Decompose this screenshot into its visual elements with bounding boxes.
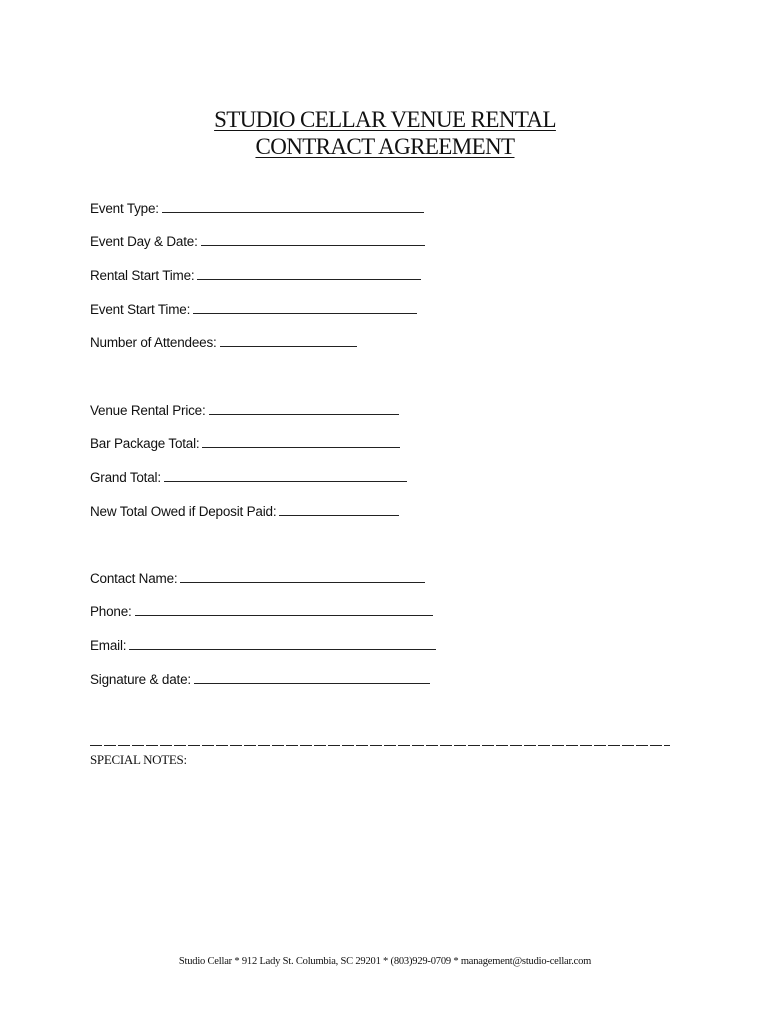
special-notes-divider — [90, 745, 670, 746]
field-label: Contact Name: — [90, 571, 178, 586]
event-day-date-blank[interactable] — [201, 233, 425, 246]
field-bar-package-total — [90, 435, 400, 451]
field-phone — [90, 603, 433, 619]
field-venue-rental-price — [90, 402, 399, 418]
field-label: Signature & date: — [90, 672, 191, 687]
special-notes-label: SPECIAL NOTES: — [90, 752, 187, 767]
field-label: Event Type: — [90, 201, 159, 216]
rental-start-time-blank[interactable] — [197, 267, 421, 280]
new-total-owed-blank[interactable] — [279, 503, 399, 516]
field-rental-start-time — [90, 267, 421, 283]
footer-contact-info: Studio Cellar * 912 Lady St. Columbia, SC 29201 * (803)929-0709 * management@studio-cellar.com — [178, 956, 592, 967]
email-blank[interactable] — [129, 637, 436, 650]
field-label: Venue Rental Price: — [90, 403, 206, 418]
field-event-start-time — [90, 301, 417, 317]
document-title — [0, 106, 770, 160]
field-label: New Total Owed if Deposit Paid: — [90, 504, 277, 519]
phone-blank[interactable] — [135, 603, 433, 616]
venue-rental-price-blank[interactable] — [209, 402, 399, 415]
title-line-2: CONTRACT AGREEMENT — [255, 134, 515, 159]
field-label: Number of Attendees: — [90, 335, 217, 350]
field-grand-total — [90, 469, 407, 485]
event-start-time-blank[interactable] — [193, 301, 417, 314]
field-signature-date — [90, 671, 430, 687]
event-type-blank[interactable] — [162, 200, 424, 213]
field-label: Event Start Time: — [90, 302, 191, 317]
field-label: Email: — [90, 638, 127, 653]
field-event-type — [90, 200, 424, 216]
field-label: Bar Package Total: — [90, 436, 200, 451]
field-label: Grand Total: — [90, 470, 161, 485]
field-label: Event Day & Date: — [90, 234, 198, 249]
number-of-attendees-blank[interactable] — [220, 334, 357, 347]
signature-date-blank[interactable] — [194, 671, 430, 684]
field-number-of-attendees — [90, 334, 357, 350]
field-email — [90, 637, 436, 653]
bar-package-total-blank[interactable] — [202, 435, 400, 448]
field-contact-name — [90, 570, 425, 586]
grand-total-blank[interactable] — [164, 469, 407, 482]
field-new-total-owed — [90, 503, 399, 519]
contact-name-blank[interactable] — [180, 570, 425, 583]
field-event-day-date — [90, 233, 425, 249]
field-label: Phone: — [90, 604, 132, 619]
field-label: Rental Start Time: — [90, 268, 195, 283]
title-line-1: STUDIO CELLAR VENUE RENTAL — [214, 107, 556, 132]
